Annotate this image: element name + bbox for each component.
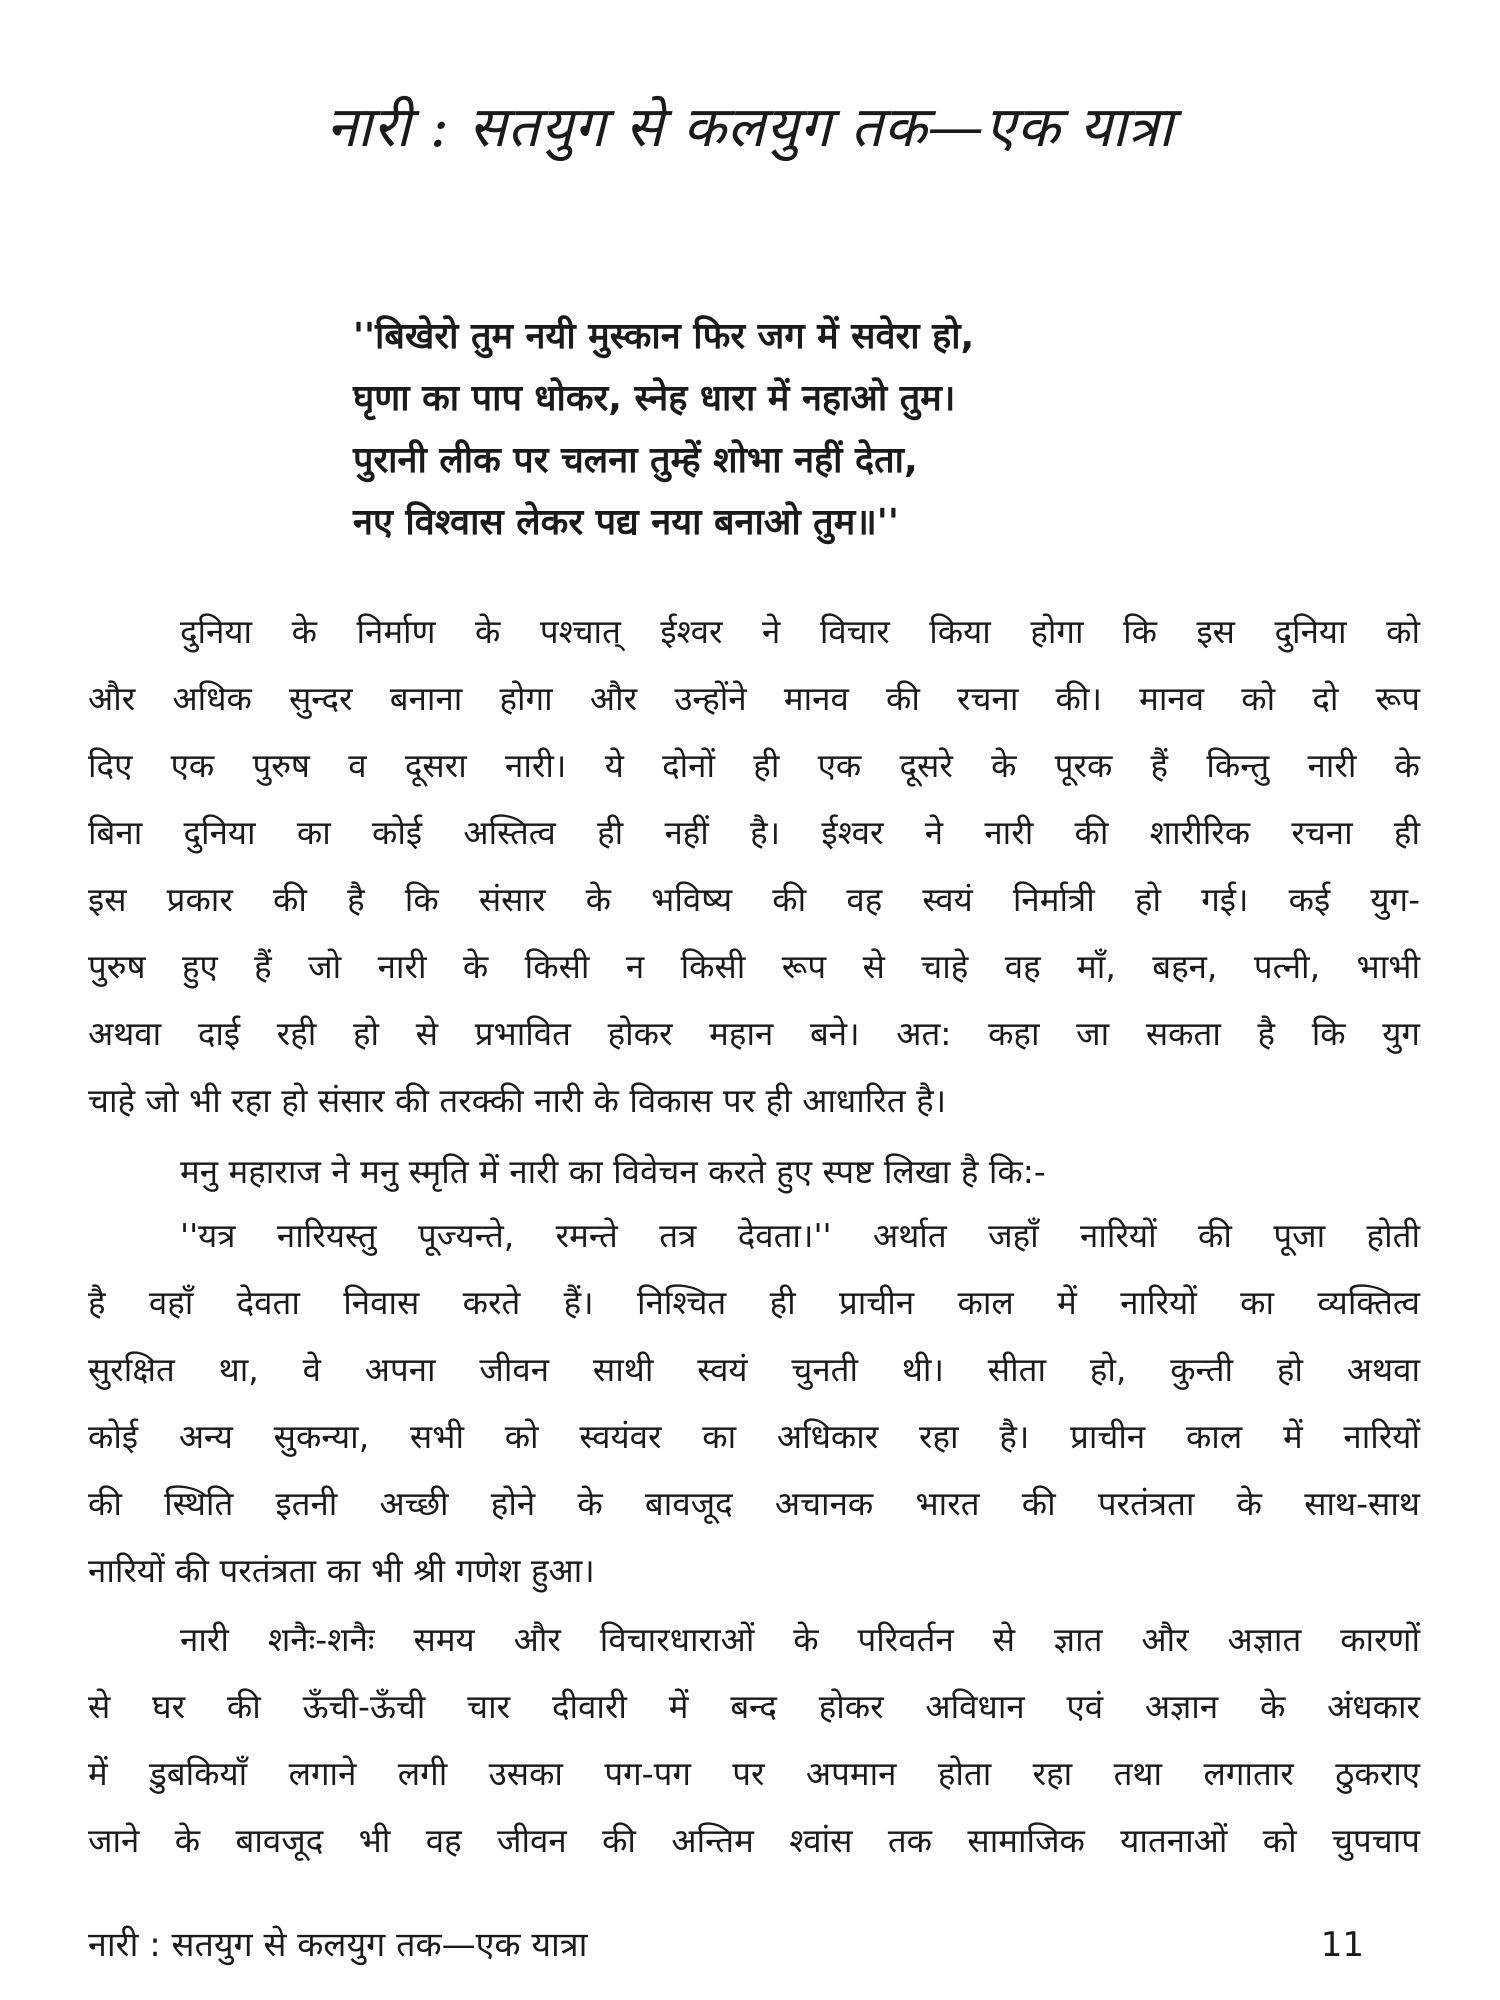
text-line: है वहाँ देवता निवास करते हैं। निश्चित ही प्राचीन काल में नारियों का व्यक्तित्व xyxy=(88,1283,1420,1322)
paragraph-manu xyxy=(88,1138,1420,1205)
page-footer xyxy=(88,1920,1420,1970)
text-line: नारियों की परतंत्रता का भी श्री गणेश हुआ। xyxy=(88,1551,595,1590)
text-line: अथवा दाई रही हो से प्रभावित होकर महान बने। अत: कहा जा सकता है कि युग xyxy=(88,1014,1420,1053)
running-footer-title: नारी : सतयुग से कलयुग तक—एक यात्रा xyxy=(88,1925,588,1965)
text-line: ''यत्र नारियस्तु पूज्यन्ते, रमन्ते तत्र देवता।'' अर्थात जहाँ नारियों की पूजा होती xyxy=(180,1216,1420,1255)
paragraph-creation xyxy=(88,598,1420,1134)
paragraph-quote xyxy=(88,1202,1420,1604)
text-line: बिना दुनिया का कोई अस्तित्व ही नहीं है। ईश्वर ने नारी की शारीरिक रचना ही xyxy=(88,813,1420,852)
text-line: नारी शनैः-शनैः समय और विचारधाराओं के परिवर्तन से ज्ञात और अज्ञात कारणों xyxy=(180,1620,1420,1659)
text-line: मनु महाराज ने मनु स्मृति में नारी का विवेचन करते हुए स्पष्ट लिखा है कि:- xyxy=(180,1152,1046,1191)
text-line: से घर की ऊँची-ऊँची चार दीवारी में बन्द होकर अविधान एवं अज्ञान के अंधकार xyxy=(88,1687,1420,1726)
text-line: इस प्रकार की है कि संसार के भविष्य की वह स्वयं निर्मात्री हो गई। कई युग- xyxy=(88,880,1420,919)
poem-line: घृणा का पाप धोकर, स्नेह धारा में नहाओ तुम। xyxy=(353,378,956,419)
text-line: कोई अन्य सुकन्या, सभी को स्वयंवर का अधिकार रहा है। प्राचीन काल में नारियों xyxy=(88,1417,1420,1456)
page-title: नारी : सतयुग से कलयुग तक—एक यात्रा xyxy=(326,95,1174,160)
text-line: सुरक्षित था, वे अपना जीवन साथी स्वयं चुनती थी। सीता हो, कुन्ती हो अथवा xyxy=(88,1350,1420,1389)
text-line: में डुबकियाँ लगाने लगी उसका पग-पग पर अपमान होता रहा तथा लगातार ठुकराए xyxy=(88,1754,1420,1793)
page-number: 11 xyxy=(1320,1925,1364,1965)
text-line: पुरुष हुए हैं जो नारी के किसी न किसी रूप से चाहे वह माँ, बहन, पत्नी, भाभी xyxy=(88,947,1420,986)
poem-line: नए विश्वास लेकर पद्य नया बनाओ तुम॥'' xyxy=(353,502,899,543)
poem-stanza xyxy=(353,306,1303,554)
poem-line: पुरानी लीक पर चलना तुम्हें शोभा नहीं देता, xyxy=(353,440,918,481)
text-line: दिए एक पुरुष व दूसरा नारी। ये दोनों ही एक दूसरे के पूरक हैं किन्तु नारी के xyxy=(88,746,1420,785)
text-line: चाहे जो भी रहा हो संसार की तरक्की नारी के विकास पर ही आधारित है। xyxy=(88,1081,947,1120)
poem-line: ''बिखेरो तुम नयी मुस्कान फिर जग में सवेरा हो, xyxy=(353,316,975,357)
text-line: जाने के बावजूद भी वह जीवन की अन्तिम श्वांस तक सामाजिक यातनाओं को चुपचाप xyxy=(88,1821,1420,1860)
paragraph-decline xyxy=(88,1606,1420,1874)
text-line: की स्थिति इतनी अच्छी होने के बावजूद अचानक भारत की परतंत्रता के साथ-साथ xyxy=(88,1484,1420,1523)
text-line: और अधिक सुन्दर बनाना होगा और उन्होंने मानव की रचना की। मानव को दो रूप xyxy=(88,679,1420,718)
text-line: दुनिया के निर्माण के पश्चात् ईश्वर ने विचार किया होगा कि इस दुनिया को xyxy=(180,612,1420,651)
